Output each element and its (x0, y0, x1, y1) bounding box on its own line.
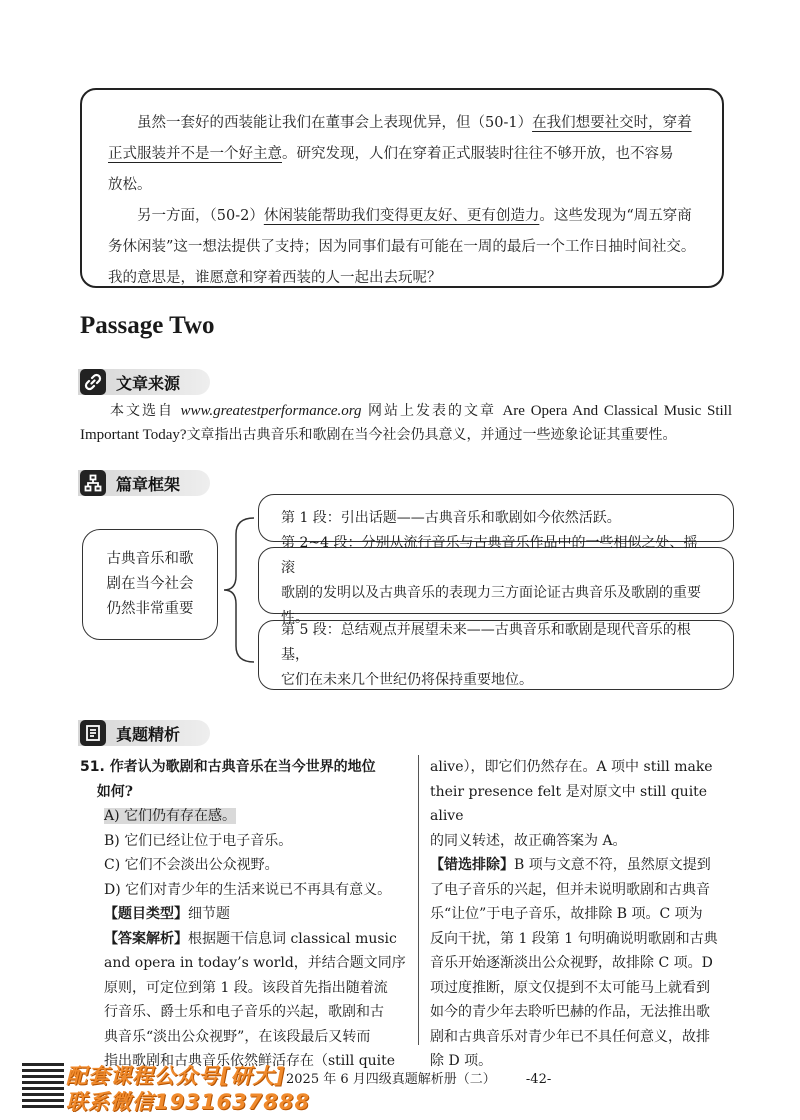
label: 【错选排除】 (430, 857, 514, 873)
text: 放松。 (108, 177, 152, 193)
text: B 项与文意不符，虽然原文提到 (514, 857, 711, 873)
text: 细节题 (188, 906, 230, 922)
underlined-answer: 在我们想要社交时，穿着 (532, 115, 692, 131)
framework-brace (218, 510, 260, 670)
text: 作者认为歌剧和古典音乐在当今世界的地位 (109, 759, 376, 775)
question-right-column (430, 755, 734, 1074)
source-paragraph (80, 399, 732, 447)
option-a-highlighted: A) 它们仍有存在感。 (104, 808, 237, 824)
text: 另一方面，（50-2） (137, 208, 264, 224)
question-type (80, 902, 406, 927)
wrong-option-analysis (430, 853, 734, 1074)
section-header-framework (80, 470, 210, 496)
analysis-continued (430, 755, 734, 853)
passage-title: Passage Two (80, 312, 215, 339)
option-c: C) 它们不会淡出公众视野。 (104, 857, 279, 873)
framework-para-3 (258, 620, 734, 690)
link-icon (80, 369, 106, 395)
text: 典音乐“淡出公众视野”，在该段最后又转而 (104, 1028, 371, 1045)
translation-paragraph-2-cont (108, 232, 696, 294)
label: 【题目类型】 (104, 906, 188, 922)
label: 【答案解析】 (104, 930, 188, 947)
question-number: 51. (80, 759, 105, 775)
text: 的同义转述，故正确答案为 A。 (430, 832, 627, 849)
text: 我的意思是，谁愿意和穿着西装的人一起出去玩呢？ (108, 270, 442, 286)
translation-paragraph-1 (108, 108, 696, 201)
text: 如今的青少年去聆听巴赫的作品，无法推出歌 (430, 1004, 710, 1020)
text: 除 D 项。 (430, 1053, 493, 1069)
answer-analysis (80, 927, 406, 1074)
section-title: 篇章框架 (78, 470, 210, 496)
text: 本文选自 (108, 403, 174, 419)
text: their presence felt 是对原文中 still quite alive (430, 783, 708, 824)
text: 反向干扰，第 1 段第 1 句明确说明歌剧和古典 (430, 930, 718, 947)
column-divider (418, 755, 419, 1045)
underlined-answer: 正式服装并不是一个好主意 (108, 146, 282, 162)
option-b: B) 它们已经让位于电子音乐。 (104, 832, 293, 849)
text: 歌剧的发明以及古典音乐的表现力三方面论证古典音乐及歌剧的重要性。 (281, 584, 701, 626)
framework-para-2 (258, 534, 734, 626)
qr-code-icon (22, 1062, 64, 1108)
book-title: 2025 年 6 月四级真题解析册（二） (286, 1072, 496, 1087)
question-stem (80, 755, 406, 804)
text: 虽然一套好的西装能让我们在董事会上表现优异，但（50-1） (137, 115, 533, 131)
text: 指出歌剧和古典音乐依然鲜活存在（still quite (104, 1053, 396, 1069)
text: 原则，可定位到第 1 段。该段首先指出随着流 (104, 979, 388, 996)
text: 乐“让位”于电子音乐，故排除 B 项。C 项为 (430, 906, 703, 922)
section-title: 文章来源 (78, 369, 210, 395)
underlined-answer: 休闲装能帮助我们变得更友好、更有创造力 (263, 208, 540, 224)
source-url: www.greatestperformance.org (180, 403, 362, 419)
watermark-line-1: 配套课程公众号[研大] (66, 1064, 286, 1088)
framework-main-idea (82, 529, 218, 640)
options (80, 804, 406, 902)
text: 它们在未来几个世纪仍将保持重要地位。 (281, 671, 533, 688)
text: 剧在当今社会 (106, 576, 194, 592)
text: 第 1 段：引出话题——古典音乐和歌剧如今依然活跃。 (281, 509, 621, 526)
section-header-questions (80, 720, 210, 746)
text: 了电子音乐的兴起，但并未说明歌剧和古典音 (430, 881, 710, 898)
section-header-source (80, 369, 210, 395)
text: 音乐开始逐渐淡出公众视野，故排除 C 项。D (430, 955, 713, 971)
text: 根据题干信息词 classical music (188, 930, 397, 947)
text: 古典音乐和歌 (106, 551, 194, 567)
text: 项过度推断，原文仅提到不太可能马上就看到 (430, 979, 710, 996)
section-title: 真题精析 (78, 720, 210, 746)
page-number: -42- (525, 1072, 552, 1087)
text: 剧和古典音乐对青少年已不具任何意义，故排 (430, 1028, 710, 1045)
text: 务休闲装”这一想法提供了支持；因为同事们最有可能在一周的最后一个工作日抽时间社交。 (108, 239, 696, 255)
option-d: D) 它们对青少年的生活来说已不再具有意义。 (104, 881, 392, 898)
text: 。研究发现，人们在穿着正式服装时往往不够开放，也不容易 (282, 146, 674, 162)
question-left-column (80, 755, 406, 1074)
translation-paragraph-2 (108, 201, 696, 232)
article-title: Are Opera And Classical Music Still Important Today? (80, 403, 733, 443)
text: 仍然非常重要 (106, 601, 194, 617)
watermark-line-2: 联系微信19316378​88 (66, 1090, 311, 1114)
notebook-icon (80, 720, 106, 746)
sitemap-icon (80, 470, 106, 496)
text: 如何? (96, 783, 133, 800)
text: alive），即它们仍然存在。A 项中 still make (430, 759, 713, 775)
text: 。这些发现为“周五穿商 (539, 208, 692, 224)
text: 网站上发表的文章 (368, 403, 497, 419)
text: 第 2~4 段：分别从流行音乐与古典音乐作品中的一些相似之处、摇滚 (281, 534, 698, 576)
text: 行音乐、爵士乐和电子音乐的兴起，歌剧和古 (104, 1004, 384, 1020)
translation-box (80, 88, 724, 288)
page-footer (286, 1068, 551, 1087)
text: 第 5 段：总结观点并展望未来——古典音乐和歌剧是现代音乐的根基， (281, 621, 691, 663)
text: 文章指出古典音乐和歌剧在当今社会仍具意义，并通过一些迹象论证其重要性。 (186, 427, 677, 443)
text: and opera in today’s world，并结合题文同序 (104, 955, 406, 971)
